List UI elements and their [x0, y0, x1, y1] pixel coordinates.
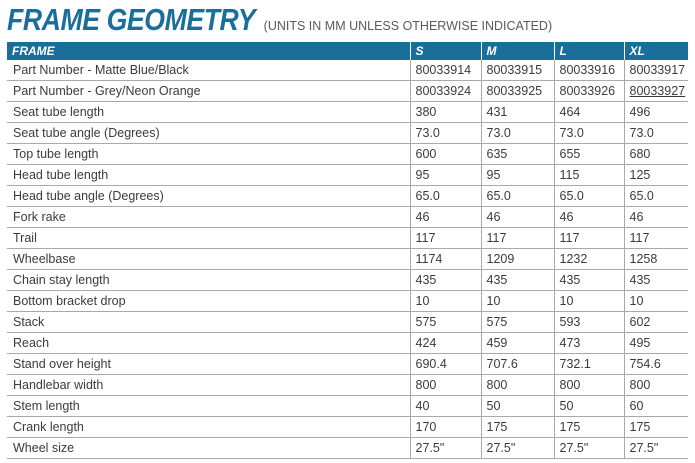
table-header-row	[7, 42, 688, 60]
cell-l: 65.0	[554, 186, 624, 207]
row-label: Head tube angle (Degrees)	[7, 186, 410, 207]
cell-m: 80033915	[481, 60, 554, 81]
row-label: Bottom bracket drop	[7, 291, 410, 312]
cell-l: 593	[554, 312, 624, 333]
cell-s: 1174	[410, 249, 481, 270]
cell-m: 117	[481, 228, 554, 249]
cell-m: 10	[481, 291, 554, 312]
table-row	[7, 81, 688, 102]
cell-m: 80033925	[481, 81, 554, 102]
cell-s: 800	[410, 375, 481, 396]
cell-l: 473	[554, 333, 624, 354]
table-body	[7, 60, 688, 459]
table-row	[7, 312, 688, 333]
cell-s: 170	[410, 417, 481, 438]
cell-m: 575	[481, 312, 554, 333]
column-header-s: S	[410, 42, 481, 60]
cell-xl: 175	[624, 417, 688, 438]
cell-s: 65.0	[410, 186, 481, 207]
cell-s: 27.5"	[410, 438, 481, 459]
row-label: Stem length	[7, 396, 410, 417]
cell-s: 95	[410, 165, 481, 186]
cell-xl: 680	[624, 144, 688, 165]
table-row	[7, 60, 688, 81]
cell-s: 575	[410, 312, 481, 333]
table-row	[7, 186, 688, 207]
cell-m: 707.6	[481, 354, 554, 375]
cell-m: 800	[481, 375, 554, 396]
cell-l: 80033926	[554, 81, 624, 102]
table-row	[7, 102, 688, 123]
cell-m: 459	[481, 333, 554, 354]
cell-s: 40	[410, 396, 481, 417]
table-row	[7, 396, 688, 417]
cell-s: 435	[410, 270, 481, 291]
cell-m: 27.5"	[481, 438, 554, 459]
cell-l: 80033916	[554, 60, 624, 81]
table-row	[7, 333, 688, 354]
row-label: Seat tube length	[7, 102, 410, 123]
cell-xl: 10	[624, 291, 688, 312]
table-row	[7, 207, 688, 228]
cell-m: 431	[481, 102, 554, 123]
cell-xl: 754.6	[624, 354, 688, 375]
row-label: Wheel size	[7, 438, 410, 459]
cell-m: 65.0	[481, 186, 554, 207]
cell-s: 117	[410, 228, 481, 249]
cell-l: 1232	[554, 249, 624, 270]
cell-xl: 73.0	[624, 123, 688, 144]
cell-s: 380	[410, 102, 481, 123]
table-row	[7, 165, 688, 186]
cell-s: 10	[410, 291, 481, 312]
cell-s: 424	[410, 333, 481, 354]
cell-l: 800	[554, 375, 624, 396]
cell-m: 635	[481, 144, 554, 165]
cell-s: 80033914	[410, 60, 481, 81]
row-label: Handlebar width	[7, 375, 410, 396]
row-label: Part Number - Matte Blue/Black	[7, 60, 410, 81]
row-label: Wheelbase	[7, 249, 410, 270]
cell-l: 655	[554, 144, 624, 165]
row-label: Stand over height	[7, 354, 410, 375]
cell-xl: 495	[624, 333, 688, 354]
cell-xl: 800	[624, 375, 688, 396]
cell-s: 80033924	[410, 81, 481, 102]
row-label: Top tube length	[7, 144, 410, 165]
table-row	[7, 291, 688, 312]
table-row	[7, 123, 688, 144]
units-note: (UNITS IN MM UNLESS OTHERWISE INDICATED)	[263, 19, 553, 33]
cell-xl: 125	[624, 165, 688, 186]
column-header-xl: XL	[624, 42, 688, 60]
row-label: Chain stay length	[7, 270, 410, 291]
cell-l: 115	[554, 165, 624, 186]
cell-xl: 80033927	[624, 81, 688, 102]
cell-l: 732.1	[554, 354, 624, 375]
column-header-m: M	[481, 42, 554, 60]
cell-m: 175	[481, 417, 554, 438]
cell-l: 464	[554, 102, 624, 123]
cell-xl: 117	[624, 228, 688, 249]
cell-xl: 65.0	[624, 186, 688, 207]
cell-l: 27.5"	[554, 438, 624, 459]
table-row	[7, 249, 688, 270]
cell-m: 73.0	[481, 123, 554, 144]
cell-l: 175	[554, 417, 624, 438]
cell-m: 95	[481, 165, 554, 186]
page-title: FRAME GEOMETRY	[7, 2, 256, 37]
row-label: Seat tube angle (Degrees)	[7, 123, 410, 144]
table-row	[7, 228, 688, 249]
cell-m: 50	[481, 396, 554, 417]
row-label: Head tube length	[7, 165, 410, 186]
cell-l: 73.0	[554, 123, 624, 144]
title-row	[7, 2, 552, 42]
row-label: Fork rake	[7, 207, 410, 228]
cell-l: 10	[554, 291, 624, 312]
cell-xl: 46	[624, 207, 688, 228]
table-row	[7, 144, 688, 165]
table-row	[7, 354, 688, 375]
cell-s: 600	[410, 144, 481, 165]
cell-xl: 80033917	[624, 60, 688, 81]
cell-xl: 602	[624, 312, 688, 333]
cell-l: 117	[554, 228, 624, 249]
frame-geometry-table	[7, 42, 688, 459]
cell-l: 46	[554, 207, 624, 228]
cell-m: 46	[481, 207, 554, 228]
table-row	[7, 438, 688, 459]
cell-xl: 60	[624, 396, 688, 417]
cell-xl: 1258	[624, 249, 688, 270]
cell-xl: 27.5"	[624, 438, 688, 459]
row-label: Trail	[7, 228, 410, 249]
table-row	[7, 417, 688, 438]
table-row	[7, 270, 688, 291]
cell-s: 690.4	[410, 354, 481, 375]
cell-m: 435	[481, 270, 554, 291]
cell-l: 50	[554, 396, 624, 417]
column-header-frame: FRAME	[7, 42, 410, 60]
cell-xl: 435	[624, 270, 688, 291]
row-label: Crank length	[7, 417, 410, 438]
row-label: Reach	[7, 333, 410, 354]
cell-m: 1209	[481, 249, 554, 270]
cell-s: 73.0	[410, 123, 481, 144]
cell-s: 46	[410, 207, 481, 228]
cell-xl: 496	[624, 102, 688, 123]
row-label: Stack	[7, 312, 410, 333]
cell-l: 435	[554, 270, 624, 291]
table-row	[7, 375, 688, 396]
row-label: Part Number - Grey/Neon Orange	[7, 81, 410, 102]
column-header-l: L	[554, 42, 624, 60]
